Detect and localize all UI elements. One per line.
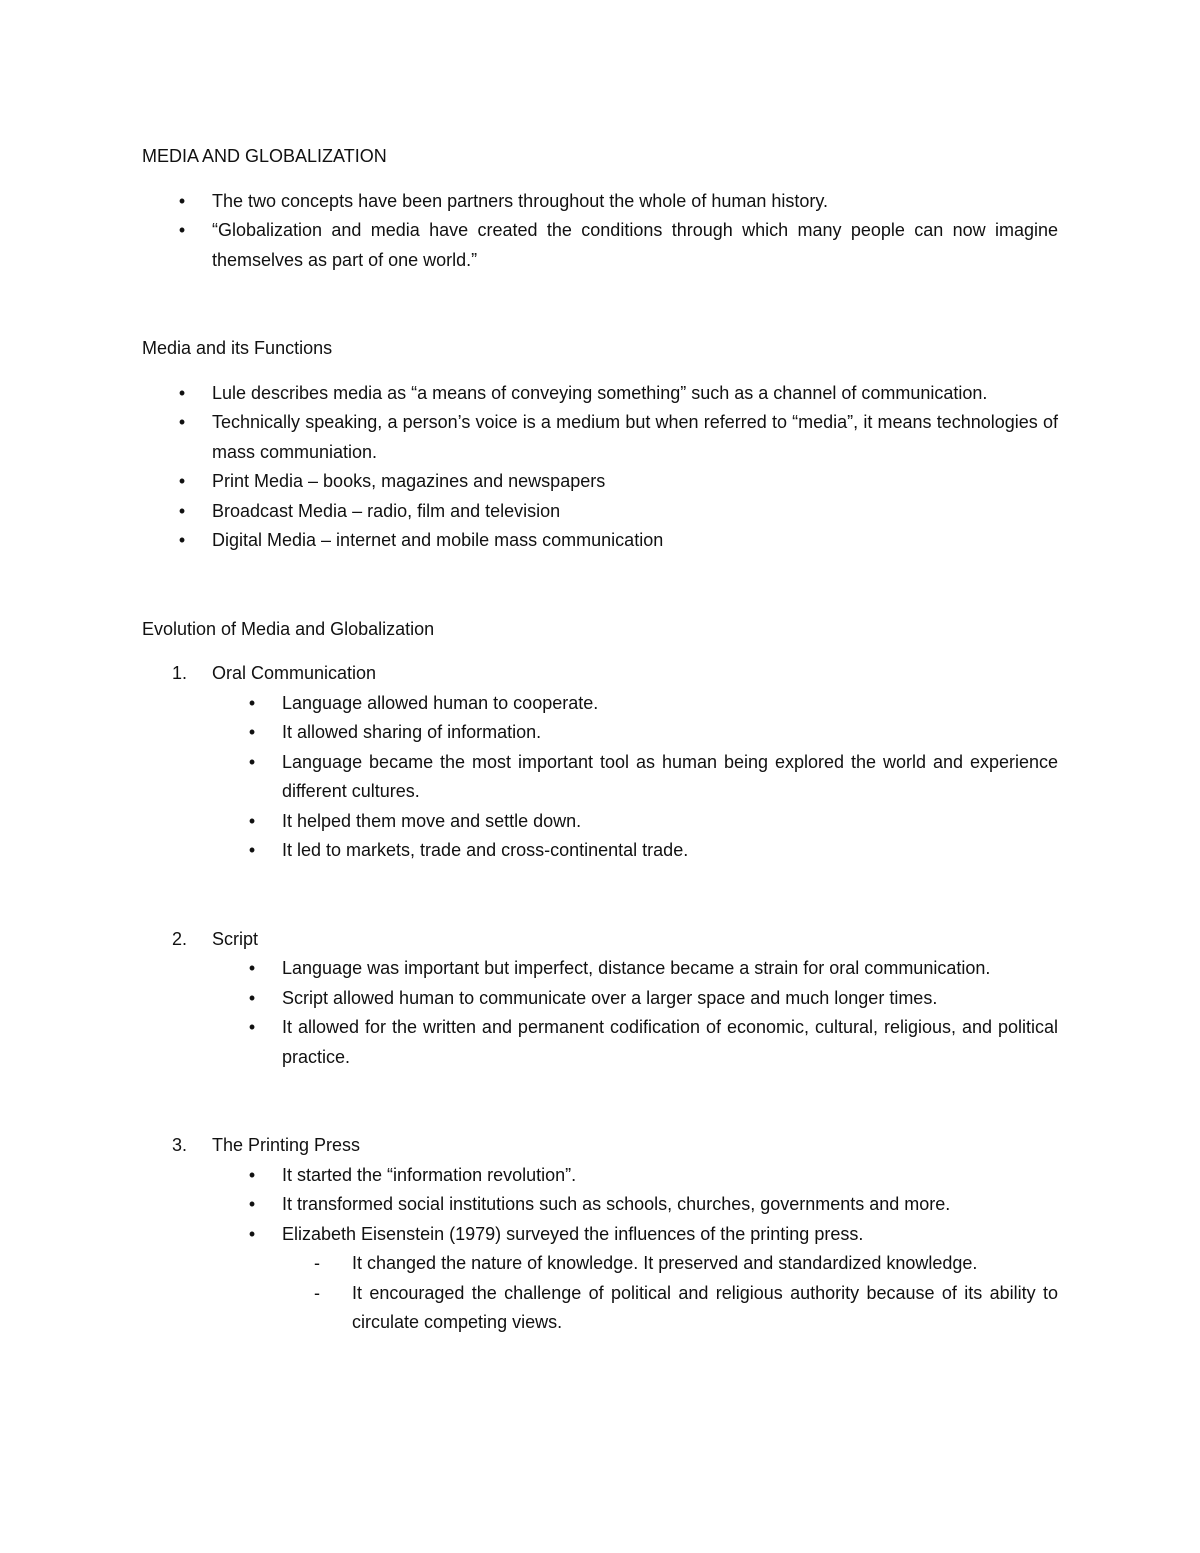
list-item-text: Script allowed human to communicate over a larger space and much longer times. <box>282 987 938 1008</box>
document-title: MEDIA AND GLOBALIZATION <box>142 146 387 166</box>
evolution-numbered-list <box>142 659 1058 1338</box>
list-item-text: The two concepts have been partners throughout the whole of human history. <box>212 190 829 211</box>
list-item <box>212 1013 1058 1072</box>
list-item <box>142 187 1058 217</box>
list-item-text: Broadcast Media – radio, film and television <box>212 500 561 521</box>
numbered-item-title: Oral Communication <box>212 663 377 683</box>
list-number: 2. <box>172 928 188 949</box>
list-item <box>282 1249 1058 1279</box>
list-item <box>142 216 1058 275</box>
spacer <box>142 1072 1058 1131</box>
bullet-icon: • <box>178 471 186 491</box>
numbered-item-printing-press <box>142 1131 1058 1161</box>
numbered-item-script <box>142 925 1058 955</box>
list-item-text: It allowed sharing of information. <box>282 722 542 742</box>
bullet-icon: • <box>248 958 256 978</box>
spacer <box>142 866 1058 925</box>
list-item-text: Language became the most important tool as human being explored the world and experience different cultures. <box>282 751 1058 801</box>
bullet-icon: • <box>248 722 256 742</box>
list-item <box>282 1279 1058 1338</box>
bullet-icon: • <box>248 810 256 831</box>
list-item <box>212 1161 1058 1191</box>
list-item-text: It changed the nature of knowledge. It preserved and standardized knowledge. <box>352 1253 978 1273</box>
list-item-text: It helped them move and settle down. <box>282 810 582 831</box>
list-item-text: Lule describes media as “a means of conveying something” such as a channel of communication. <box>212 382 988 403</box>
document-body <box>142 142 1058 1338</box>
bullet-icon: • <box>248 987 256 1008</box>
numbered-item-title: Script <box>212 928 259 949</box>
section-heading-media-functions: Media and its Functions <box>142 338 333 358</box>
list-item-text: Language allowed human to cooperate. <box>282 692 599 713</box>
list-number: 1. <box>172 663 188 683</box>
list-item <box>212 836 1058 866</box>
oral-communication-bullet-list <box>142 689 1058 866</box>
bullet-icon: • <box>248 692 256 713</box>
oral-communication-sublist-wrapper <box>142 689 1058 866</box>
list-item-text: “Globalization and media have created the conditions through which many people can now imagine themselves as part of one world.” <box>212 220 1058 270</box>
bullet-icon: • <box>178 190 186 211</box>
list-item-text: It encouraged the challenge of political and religious authority because of its ability to circulate competing views. <box>352 1282 1058 1332</box>
bullet-icon: • <box>178 382 186 403</box>
list-item-text: Elizabeth Eisenstein (1979) surveyed the influences of the printing press. <box>282 1223 864 1244</box>
dash-icon: - <box>314 1282 320 1303</box>
list-item-text: Language was important but imperfect, distance became a strain for oral communication. <box>282 958 991 978</box>
list-item <box>212 1190 1058 1220</box>
printing-press-sublist-wrapper <box>142 1161 1058 1338</box>
bullet-icon: • <box>178 220 186 240</box>
list-item <box>212 689 1058 719</box>
list-item <box>212 748 1058 807</box>
media-functions-bullet-list <box>142 379 1058 556</box>
list-item-text: Digital Media – internet and mobile mass communication <box>212 530 664 550</box>
list-item <box>142 379 1058 409</box>
bullet-icon: • <box>248 1194 256 1214</box>
bullet-icon: • <box>248 1017 256 1037</box>
list-item-text: Technically speaking, a person’s voice is a medium but when referred to “media”, it means technologies of mass communiation. <box>212 412 1058 462</box>
list-item <box>212 718 1058 748</box>
list-item <box>142 408 1058 467</box>
bullet-icon: • <box>248 751 256 772</box>
list-item-text: Print Media – books, magazines and newspapers <box>212 471 606 491</box>
script-sublist-wrapper <box>142 954 1058 1072</box>
list-item-text: It started the “information revolution”. <box>282 1164 577 1185</box>
list-item-text: It led to markets, trade and cross-continental trade. <box>282 840 689 860</box>
list-item <box>142 497 1058 527</box>
script-bullet-list <box>142 954 1058 1072</box>
list-item <box>142 467 1058 497</box>
section-heading-evolution: Evolution of Media and Globalization <box>142 618 435 639</box>
bullet-icon: • <box>248 1164 256 1185</box>
list-item <box>212 954 1058 984</box>
list-item <box>142 526 1058 556</box>
numbered-item-title: The Printing Press <box>212 1135 361 1155</box>
list-number: 3. <box>172 1135 188 1155</box>
bullet-icon: • <box>248 1223 256 1244</box>
dash-sublist-wrapper <box>212 1249 1058 1338</box>
printing-press-dash-list <box>212 1249 1058 1338</box>
bullet-icon: • <box>178 500 186 521</box>
list-item-text: It allowed for the written and permanent codification of economic, cultural, religious, and political practice. <box>282 1017 1058 1067</box>
list-item-text: It transformed social institutions such as schools, churches, governments and more. <box>282 1194 951 1214</box>
list-item <box>212 807 1058 837</box>
dash-icon: - <box>314 1253 320 1273</box>
bullet-icon: • <box>178 412 186 432</box>
bullet-icon: • <box>248 840 256 860</box>
list-item <box>212 1220 1058 1250</box>
intro-bullet-list <box>142 187 1058 276</box>
printing-press-bullet-list <box>142 1161 1058 1338</box>
numbered-item-oral-communication <box>142 659 1058 689</box>
bullet-icon: • <box>178 530 186 550</box>
list-item <box>212 984 1058 1014</box>
